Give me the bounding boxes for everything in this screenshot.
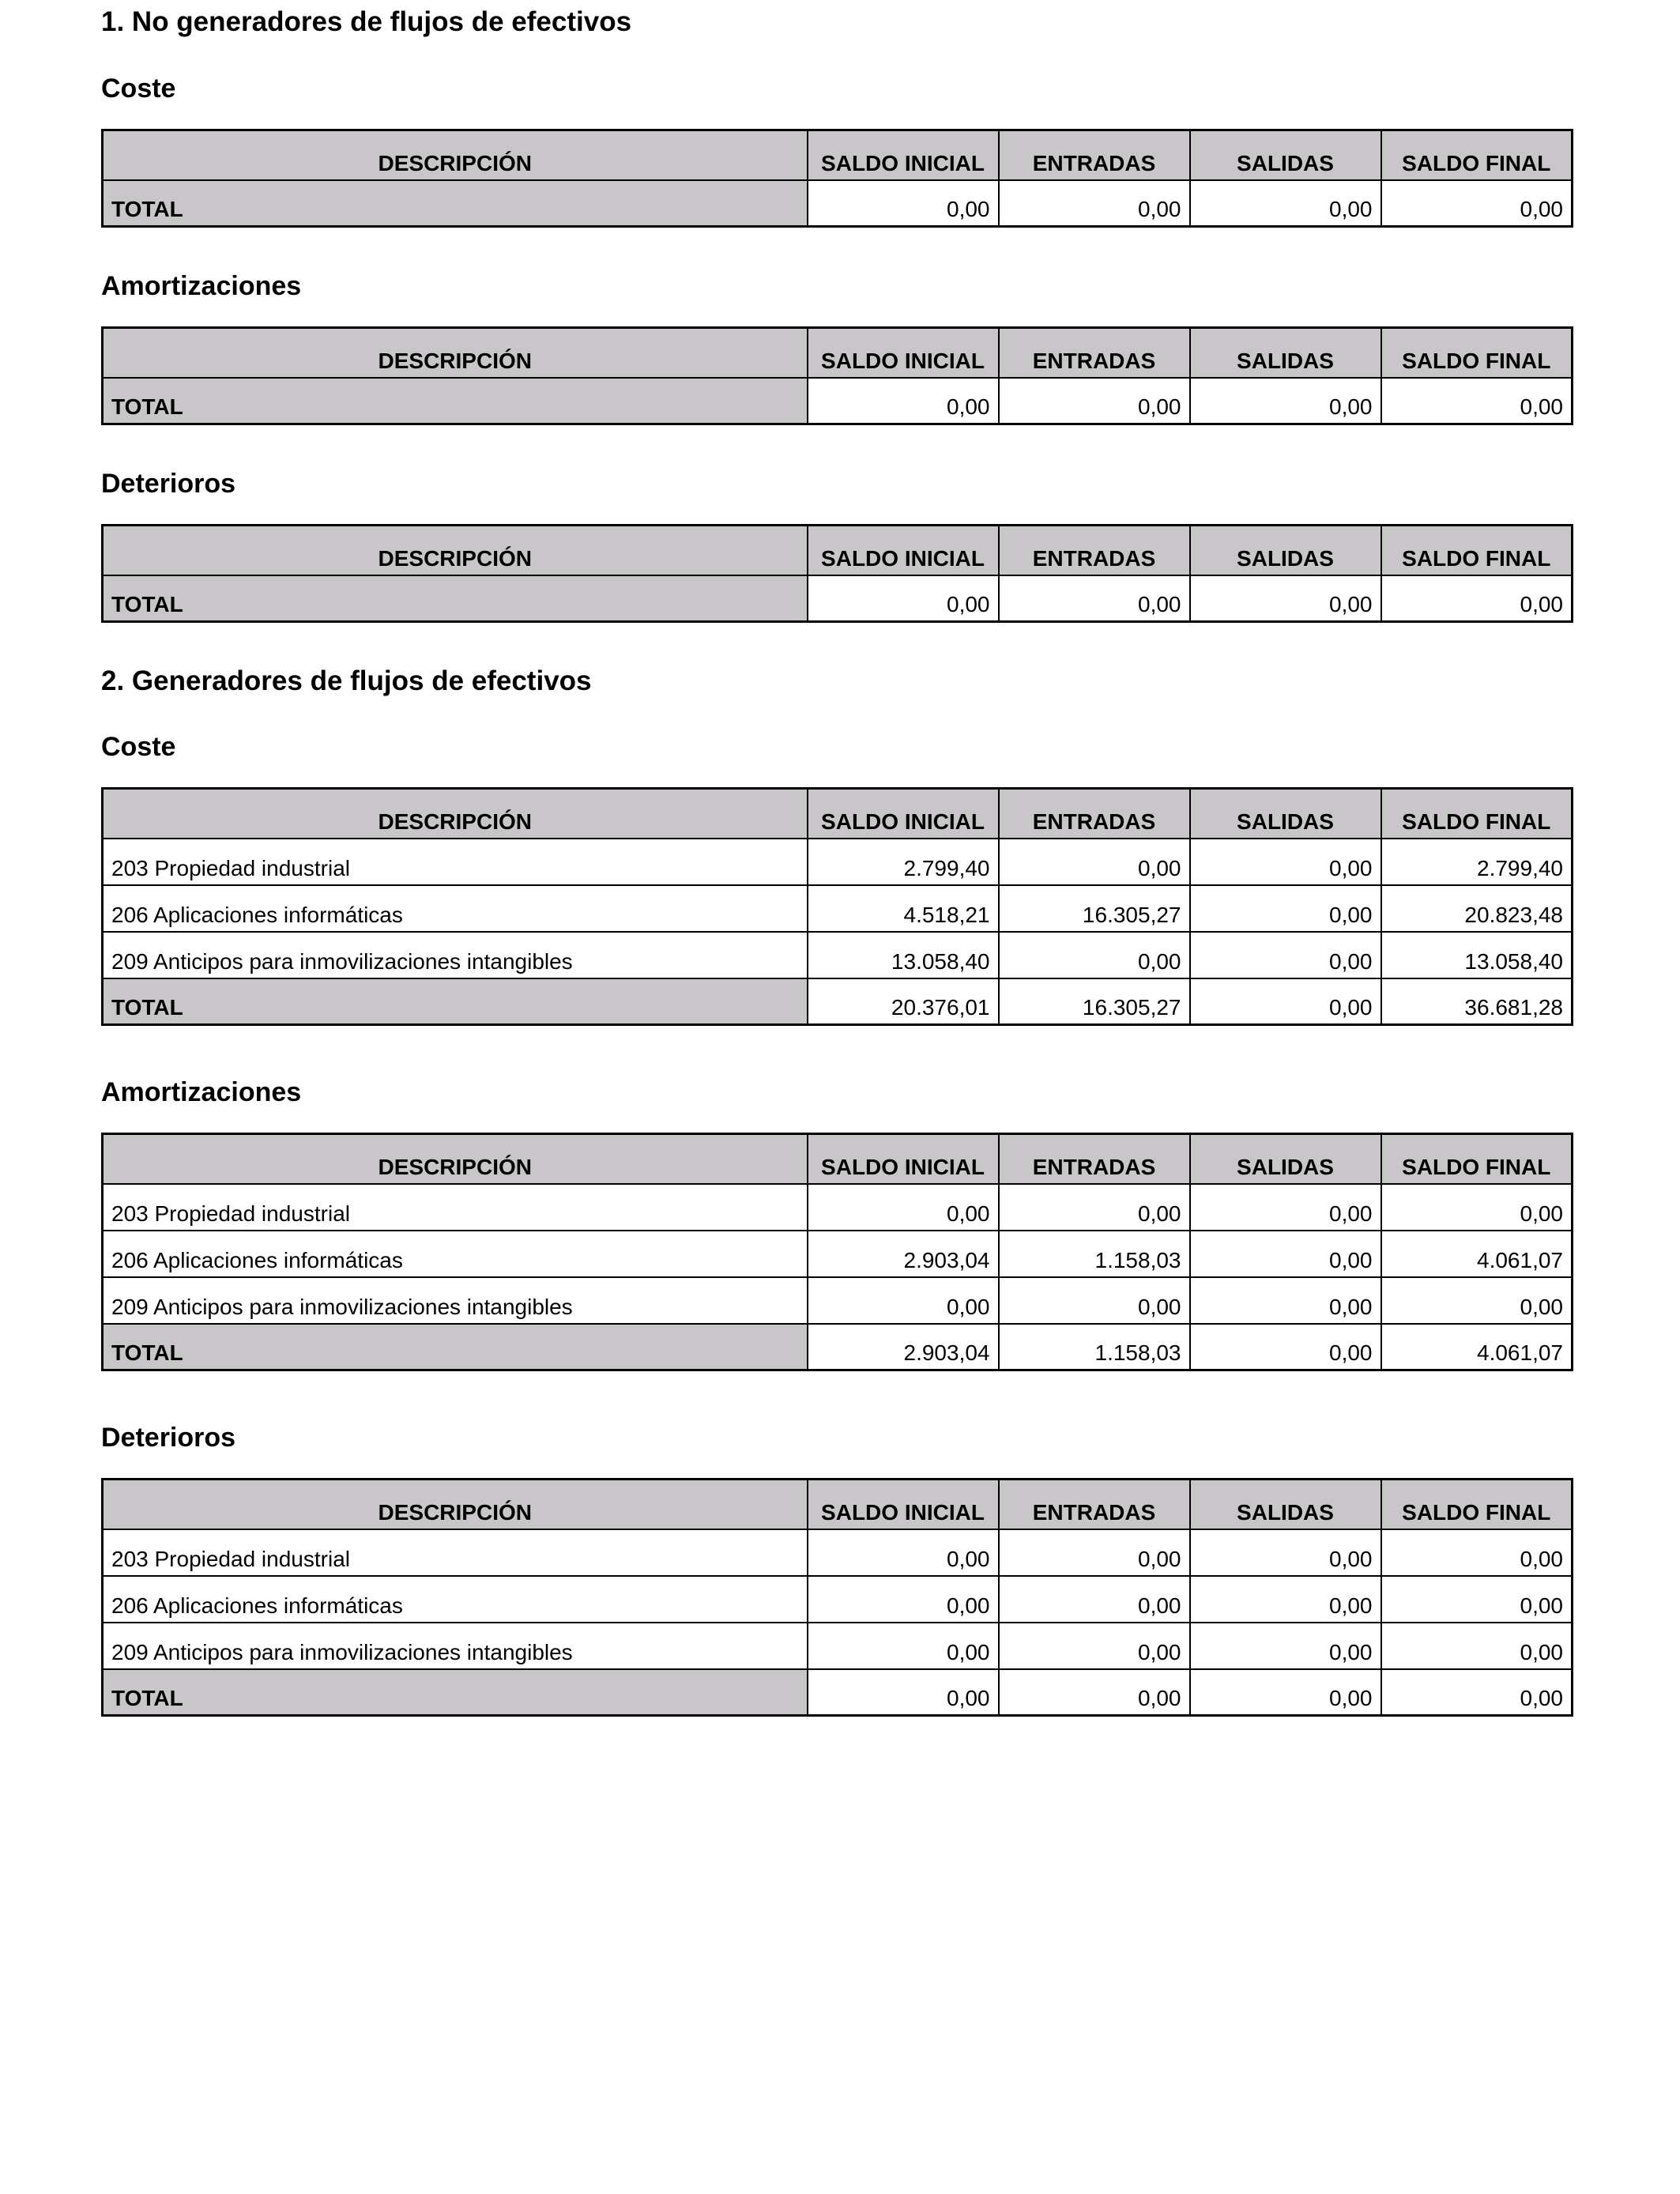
row-value: 0,00 xyxy=(1190,885,1381,932)
row-value: 0,00 xyxy=(999,1184,1190,1231)
column-header: SALIDAS xyxy=(1190,130,1381,180)
row-value: 0,00 xyxy=(808,1184,999,1231)
row-description: 206 Aplicaciones informáticas xyxy=(103,1231,808,1277)
column-header: SALDO FINAL xyxy=(1381,1480,1573,1529)
total-value: 0,00 xyxy=(1190,978,1381,1025)
row-description: 209 Anticipos para inmovilizaciones intangibles xyxy=(103,1623,808,1669)
row-description: 209 Anticipos para inmovilizaciones intangibles xyxy=(103,1277,808,1324)
column-header: DESCRIPCIÓN xyxy=(103,130,808,180)
total-value: 0,00 xyxy=(1381,575,1573,622)
row-value: 4.518,21 xyxy=(808,885,999,932)
column-header: SALDO INICIAL xyxy=(808,1480,999,1529)
row-value: 13.058,40 xyxy=(808,932,999,978)
total-row xyxy=(103,1324,1573,1370)
total-label: TOTAL xyxy=(103,1324,808,1370)
column-header: SALIDAS xyxy=(1190,789,1381,839)
table-row xyxy=(103,1231,1573,1277)
column-header: SALDO INICIAL xyxy=(808,328,999,378)
column-header: DESCRIPCIÓN xyxy=(103,1134,808,1184)
row-value: 2.799,40 xyxy=(1381,839,1573,885)
row-value: 16.305,27 xyxy=(999,885,1190,932)
total-value: 0,00 xyxy=(1190,180,1381,227)
column-header: SALDO INICIAL xyxy=(808,526,999,575)
total-row xyxy=(103,180,1573,227)
total-label: TOTAL xyxy=(103,378,808,424)
s2-amortizaciones-table xyxy=(101,1133,1573,1371)
column-header: ENTRADAS xyxy=(999,328,1190,378)
s1-deterioros-table xyxy=(101,524,1573,623)
table-header-row xyxy=(103,526,1573,575)
s1-amortizaciones-title: Amortizaciones xyxy=(101,271,302,301)
section-2-title: 2. Generadores de flujos de efectivos xyxy=(101,665,592,696)
table-row xyxy=(103,885,1573,932)
total-value: 0,00 xyxy=(1381,378,1573,424)
total-value: 2.903,04 xyxy=(808,1324,999,1370)
total-row xyxy=(103,1669,1573,1716)
table-header-row xyxy=(103,130,1573,180)
total-value: 0,00 xyxy=(1381,180,1573,227)
row-description: 203 Propiedad industrial xyxy=(103,1529,808,1576)
row-description: 209 Anticipos para inmovilizaciones intangibles xyxy=(103,932,808,978)
total-value: 0,00 xyxy=(808,180,999,227)
table-row xyxy=(103,1529,1573,1576)
total-label: TOTAL xyxy=(103,1669,808,1716)
row-value: 0,00 xyxy=(1381,1576,1573,1623)
table-row xyxy=(103,1576,1573,1623)
column-header: DESCRIPCIÓN xyxy=(103,789,808,839)
row-value: 13.058,40 xyxy=(1381,932,1573,978)
row-value: 0,00 xyxy=(1190,1231,1381,1277)
total-value: 0,00 xyxy=(1190,1324,1381,1370)
row-value: 0,00 xyxy=(1190,1623,1381,1669)
row-description: 206 Aplicaciones informáticas xyxy=(103,1576,808,1623)
row-value: 1.158,03 xyxy=(999,1231,1190,1277)
column-header: ENTRADAS xyxy=(999,130,1190,180)
row-value: 0,00 xyxy=(999,1277,1190,1324)
s2-coste-table xyxy=(101,787,1573,1026)
s1-amortizaciones-table xyxy=(101,326,1573,425)
total-value: 0,00 xyxy=(999,180,1190,227)
row-value: 0,00 xyxy=(1381,1529,1573,1576)
row-value: 0,00 xyxy=(808,1277,999,1324)
s2-deterioros-title: Deterioros xyxy=(101,1423,236,1453)
column-header: SALDO FINAL xyxy=(1381,526,1573,575)
column-header: ENTRADAS xyxy=(999,526,1190,575)
row-value: 0,00 xyxy=(808,1576,999,1623)
row-value: 0,00 xyxy=(999,839,1190,885)
row-value: 0,00 xyxy=(999,1623,1190,1669)
total-value: 0,00 xyxy=(999,378,1190,424)
column-header: SALDO FINAL xyxy=(1381,328,1573,378)
column-header: SALDO FINAL xyxy=(1381,789,1573,839)
total-label: TOTAL xyxy=(103,180,808,227)
row-value: 0,00 xyxy=(1381,1623,1573,1669)
row-description: 203 Propiedad industrial xyxy=(103,1184,808,1231)
total-row xyxy=(103,575,1573,622)
column-header: DESCRIPCIÓN xyxy=(103,526,808,575)
column-header: ENTRADAS xyxy=(999,1480,1190,1529)
table-row xyxy=(103,1184,1573,1231)
table-row xyxy=(103,932,1573,978)
total-label: TOTAL xyxy=(103,575,808,622)
column-header: DESCRIPCIÓN xyxy=(103,1480,808,1529)
total-value: 0,00 xyxy=(999,575,1190,622)
table-header-row xyxy=(103,1134,1573,1184)
column-header: SALIDAS xyxy=(1190,328,1381,378)
section-1-title: 1. No generadores de flujos de efectivos xyxy=(101,6,632,37)
s2-deterioros-table xyxy=(101,1478,1573,1717)
total-label: TOTAL xyxy=(103,978,808,1025)
total-value: 4.061,07 xyxy=(1381,1324,1573,1370)
column-header: SALIDAS xyxy=(1190,526,1381,575)
total-value: 20.376,01 xyxy=(808,978,999,1025)
column-header: SALIDAS xyxy=(1190,1480,1381,1529)
table-header-row xyxy=(103,789,1573,839)
row-value: 0,00 xyxy=(1190,1184,1381,1231)
column-header: SALIDAS xyxy=(1190,1134,1381,1184)
total-value: 0,00 xyxy=(1190,378,1381,424)
column-header: SALDO INICIAL xyxy=(808,1134,999,1184)
row-value: 2.903,04 xyxy=(808,1231,999,1277)
row-value: 0,00 xyxy=(1381,1184,1573,1231)
total-value: 16.305,27 xyxy=(999,978,1190,1025)
row-value: 0,00 xyxy=(999,1576,1190,1623)
row-value: 0,00 xyxy=(1190,1576,1381,1623)
row-value: 0,00 xyxy=(808,1623,999,1669)
row-value: 2.799,40 xyxy=(808,839,999,885)
column-header: SALDO FINAL xyxy=(1381,1134,1573,1184)
column-header: ENTRADAS xyxy=(999,1134,1190,1184)
row-value: 0,00 xyxy=(1190,839,1381,885)
column-header: SALDO FINAL xyxy=(1381,130,1573,180)
total-value: 0,00 xyxy=(1190,1669,1381,1716)
total-value: 1.158,03 xyxy=(999,1324,1190,1370)
total-value: 36.681,28 xyxy=(1381,978,1573,1025)
table-row xyxy=(103,1623,1573,1669)
total-value: 0,00 xyxy=(1381,1669,1573,1716)
s1-deterioros-title: Deterioros xyxy=(101,469,236,499)
row-value: 0,00 xyxy=(808,1529,999,1576)
row-value: 0,00 xyxy=(1381,1277,1573,1324)
table-row xyxy=(103,839,1573,885)
row-value: 0,00 xyxy=(999,1529,1190,1576)
table-row xyxy=(103,1277,1573,1324)
total-value: 0,00 xyxy=(1190,575,1381,622)
total-value: 0,00 xyxy=(999,1669,1190,1716)
row-value: 4.061,07 xyxy=(1381,1231,1573,1277)
row-value: 0,00 xyxy=(1190,1529,1381,1576)
column-header: SALDO INICIAL xyxy=(808,789,999,839)
column-header: DESCRIPCIÓN xyxy=(103,328,808,378)
row-value: 0,00 xyxy=(999,932,1190,978)
total-value: 0,00 xyxy=(808,575,999,622)
column-header: SALDO INICIAL xyxy=(808,130,999,180)
row-description: 206 Aplicaciones informáticas xyxy=(103,885,808,932)
column-header: ENTRADAS xyxy=(999,789,1190,839)
total-value: 0,00 xyxy=(808,1669,999,1716)
total-value: 0,00 xyxy=(808,378,999,424)
s1-coste-title: Coste xyxy=(101,74,176,104)
total-row xyxy=(103,378,1573,424)
s1-coste-table xyxy=(101,129,1573,228)
s2-coste-title: Coste xyxy=(101,732,176,762)
table-header-row xyxy=(103,328,1573,378)
total-row xyxy=(103,978,1573,1025)
row-description: 203 Propiedad industrial xyxy=(103,839,808,885)
s2-amortizaciones-title: Amortizaciones xyxy=(101,1077,302,1107)
row-value: 20.823,48 xyxy=(1381,885,1573,932)
row-value: 0,00 xyxy=(1190,932,1381,978)
table-header-row xyxy=(103,1480,1573,1529)
row-value: 0,00 xyxy=(1190,1277,1381,1324)
